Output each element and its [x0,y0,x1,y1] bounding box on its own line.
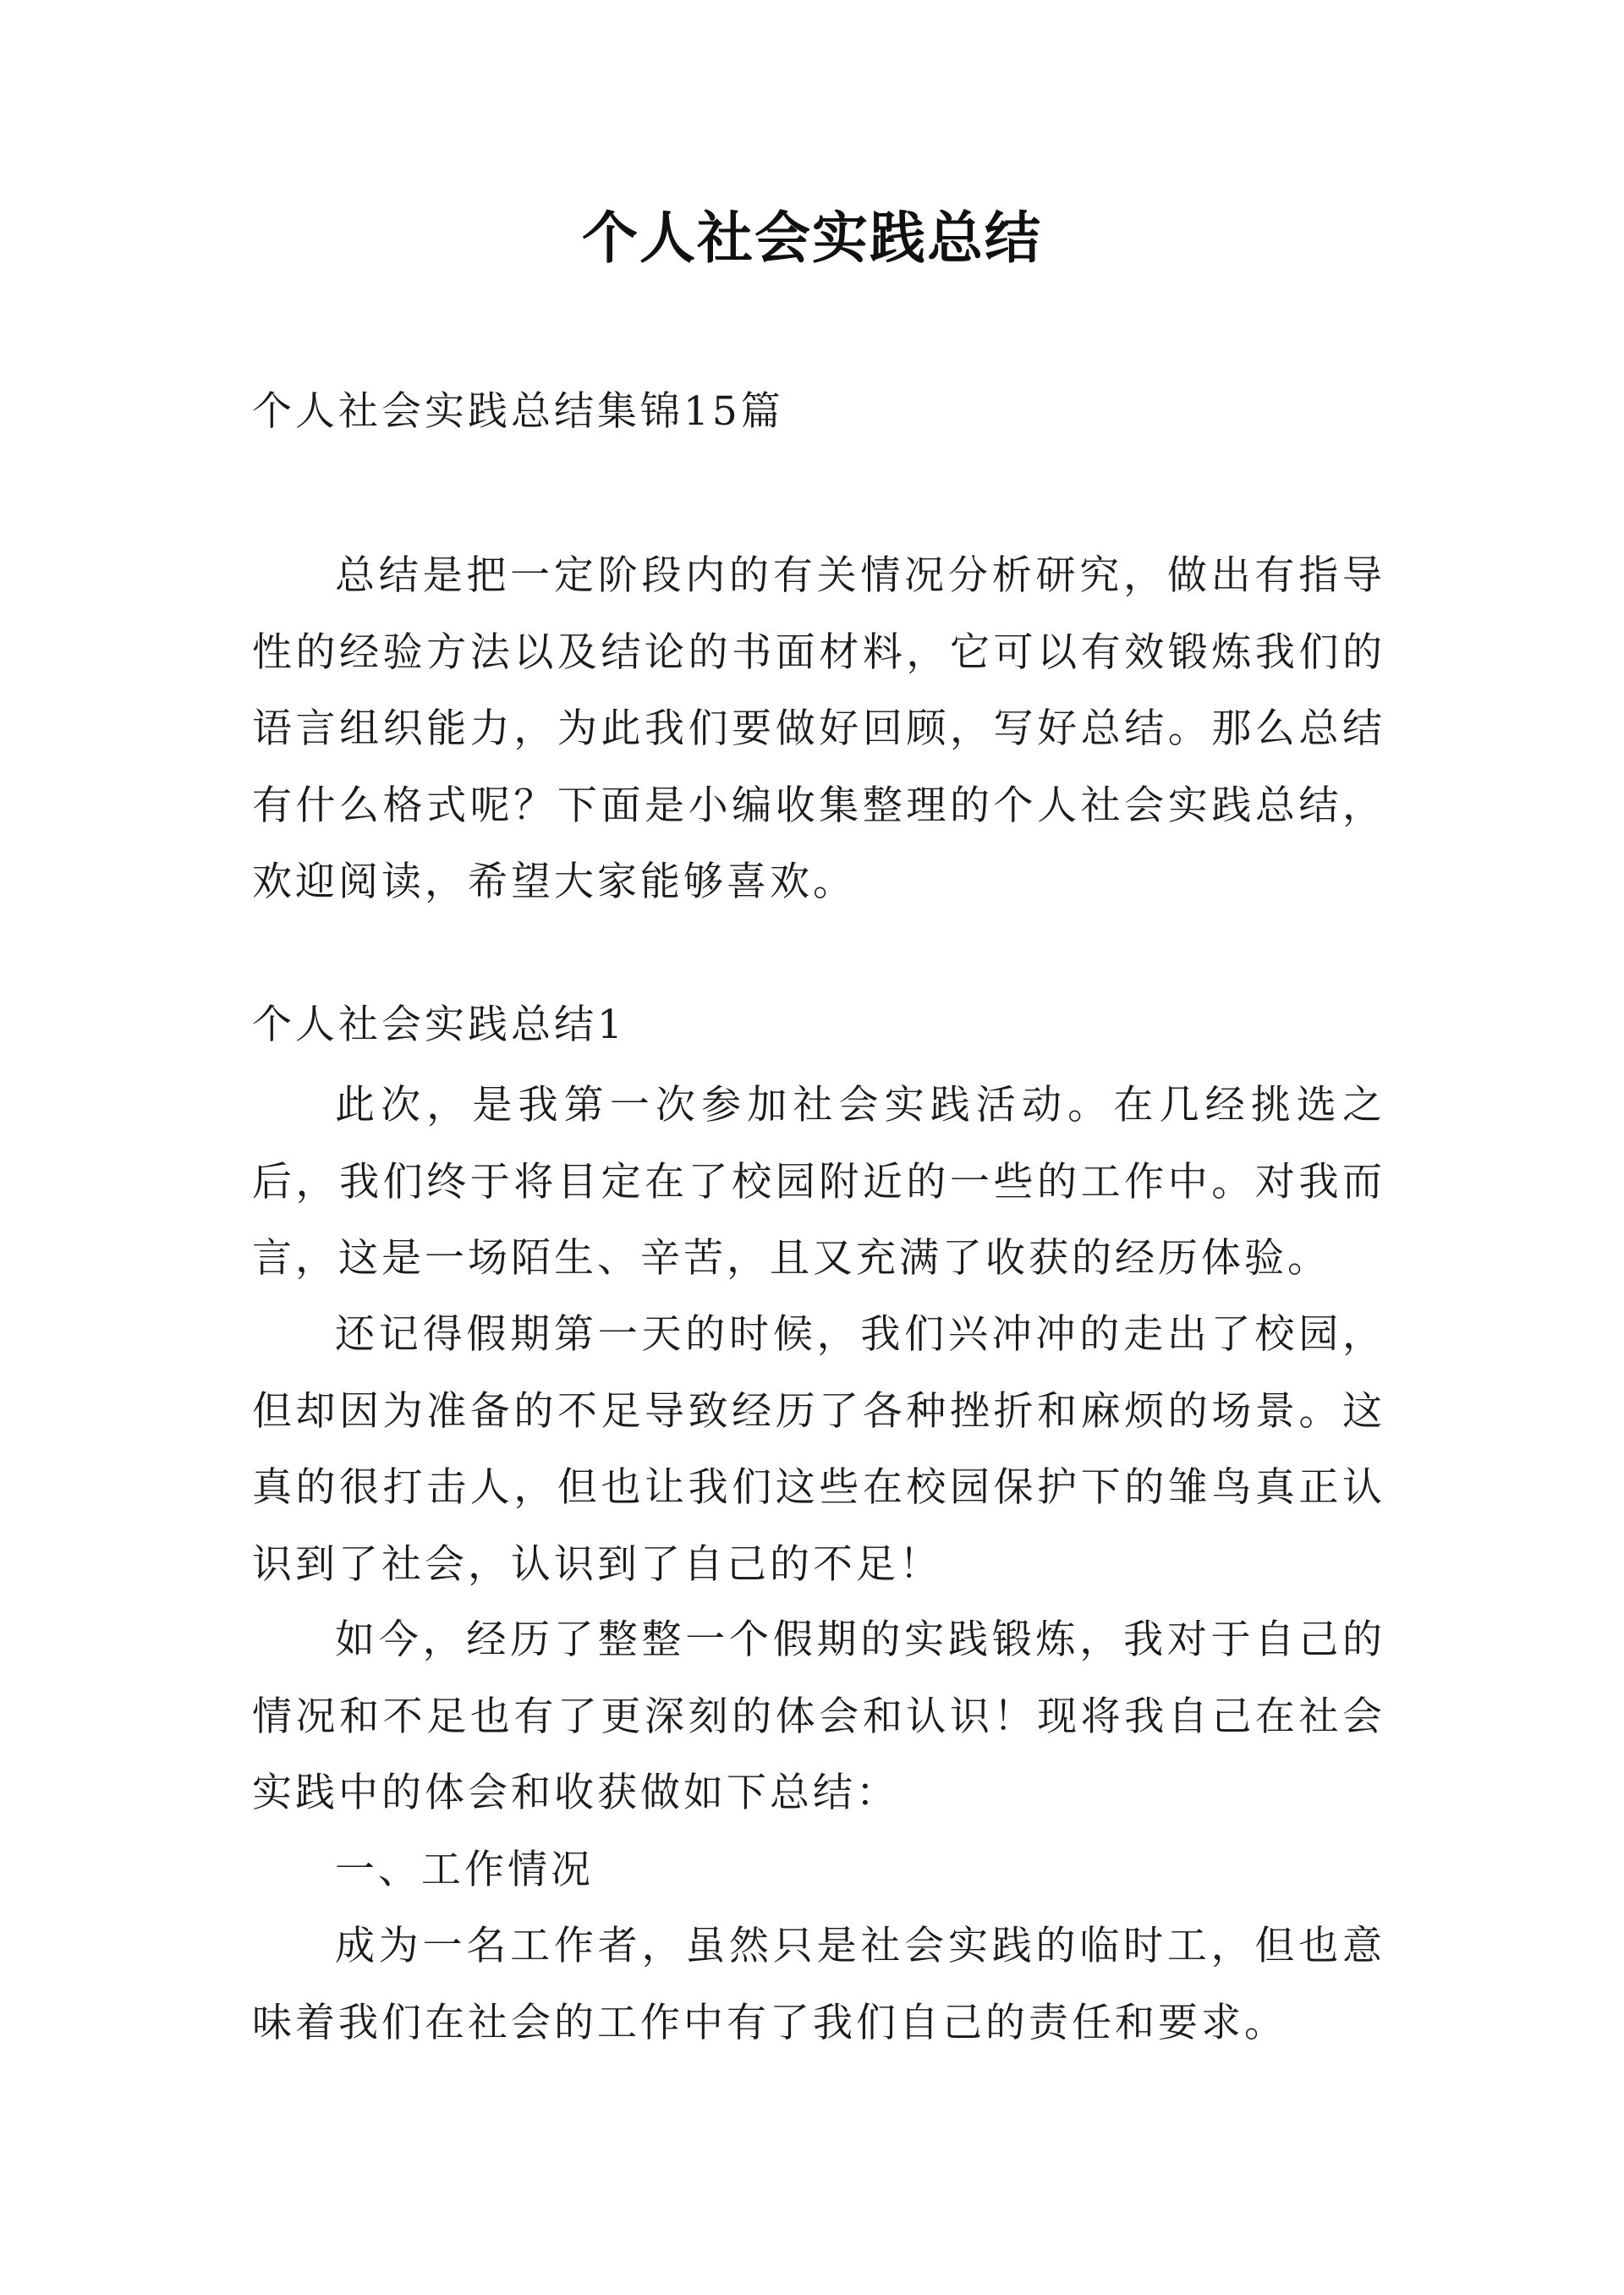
body-paragraph: 如今，经历了整整一个假期的实践锻炼，我对于自己的情况和不足也有了更深刻的体会和认识！现将我自己在社会实践中的体会和收获做如下总结： [252,1617,1385,1816]
document-subtitle: 个人社会实践总结集锦15篇 [252,388,784,435]
body-paragraph: 还记得假期第一天的时候，我们兴冲冲的走出了校园，但却因为准备的不足导致经历了各种挫折和麻烦的场景。这真的很打击人，但也让我们这些在校园保护下的雏鸟真正认识到了社会，认识到了自己的不足！ [252,1311,1385,1588]
body-paragraph: 成为一名工作者，虽然只是社会实践的临时工，但也意味着我们在社会的工作中有了我们自己的责任和要求。 [252,1923,1385,2046]
section-heading: 个人社会实践总结1 [252,1002,626,1048]
document-title: 个人社会实践总结 [582,205,1042,271]
body-paragraph: 一、工作情况 [335,1847,594,1893]
intro-paragraph: 总结是把一定阶段内的有关情况分析研究，做出有指导性的经验方法以及结论的书面材料，它可以有效锻炼我们的语言组织能力，为此我们要做好回顾，写好总结。那么总结有什么格式呢？下面是小编收集整理的个人社会实践总结，欢迎阅读，希望大家能够喜欢。 [252,552,1385,905]
body-paragraph: 此次，是我第一次参加社会实践活动。在几经挑选之后，我们终于将目定在了校园附近的一些的工作中。对我而言，这是一场陌生、辛苦，且又充满了收获的经历体验。 [252,1082,1385,1282]
